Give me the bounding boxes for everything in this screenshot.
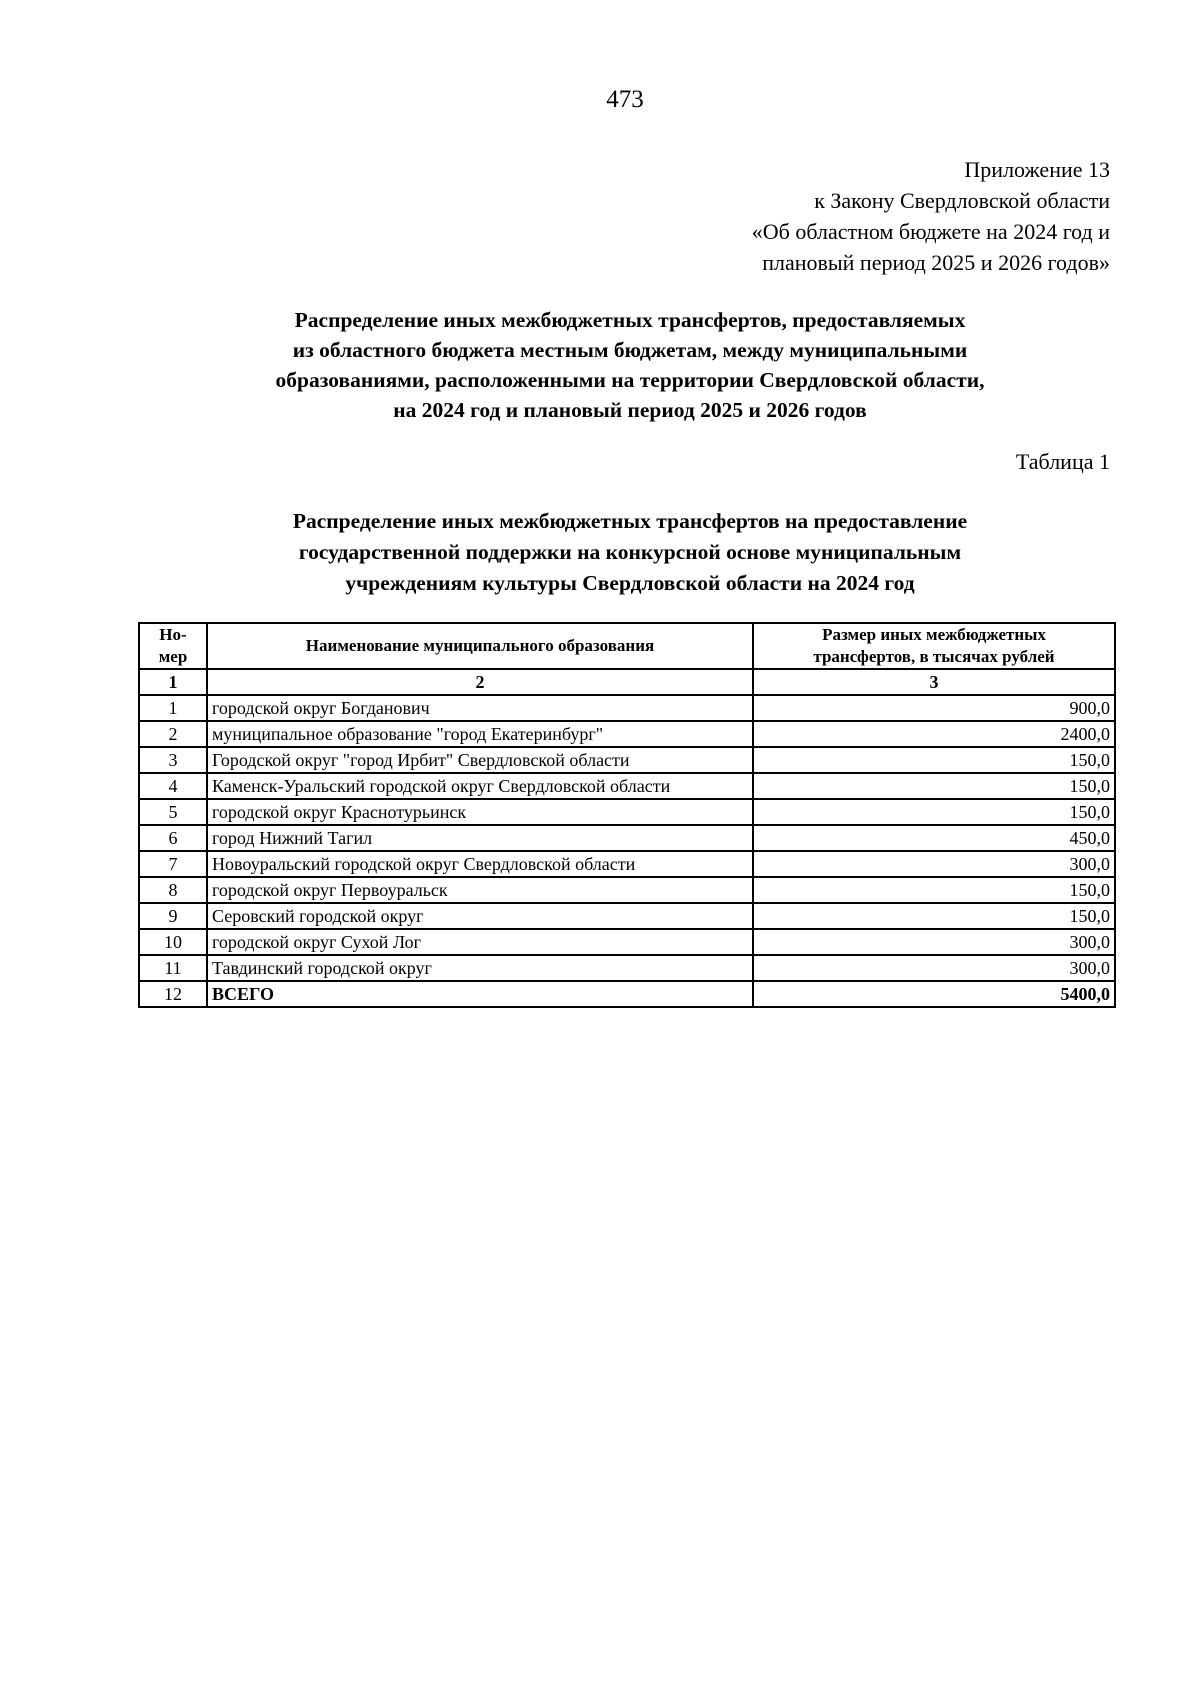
row-number: 5 (139, 799, 207, 825)
row-amount: 150,0 (753, 747, 1115, 773)
row-amount: 450,0 (753, 825, 1115, 851)
transfers-table (138, 622, 1116, 1008)
header-number (139, 623, 207, 669)
main-title-line: образованиями, расположенными на территории Свердловской области, (275, 368, 985, 392)
table-row (139, 825, 1115, 851)
table-row (139, 773, 1115, 799)
row-name: городской округ Первоуральск (207, 877, 753, 903)
row-name: Серовский городской округ (207, 903, 753, 929)
row-amount: 300,0 (753, 929, 1115, 955)
row-amount: 300,0 (753, 851, 1115, 877)
row-name: Городской округ "город Ирбит" Свердловской области (207, 747, 753, 773)
appendix-line: Приложение 13 (964, 157, 1110, 182)
header-name: Наименование муниципального образования (207, 623, 753, 669)
header-amount-line2: трансфертов, в тысячах рублей (813, 647, 1055, 666)
row-amount: 900,0 (753, 695, 1115, 721)
table-row (139, 903, 1115, 929)
page-number: 473 (606, 86, 644, 113)
total-amount: 5400,0 (753, 981, 1115, 1007)
table-row (139, 851, 1115, 877)
table-total-row (139, 981, 1115, 1007)
appendix-line: плановый период 2025 и 2026 годов» (762, 250, 1110, 275)
table-label: Таблица 1 (1015, 449, 1110, 474)
row-amount: 150,0 (753, 903, 1115, 929)
row-number: 6 (139, 825, 207, 851)
column-number: 3 (753, 669, 1115, 695)
appendix-line: к Закону Свердловской области (814, 188, 1110, 213)
header-number-line1: Но- (159, 625, 187, 644)
column-number: 1 (139, 669, 207, 695)
row-amount: 150,0 (753, 799, 1115, 825)
row-name: Тавдинский городской округ (207, 955, 753, 981)
header-amount-line1: Размер иных межбюджетных (822, 625, 1046, 644)
table-title-line: государственной поддержки на конкурсной основе муниципальным (298, 540, 962, 564)
table-row (139, 799, 1115, 825)
appendix-line: «Об областном бюджете на 2024 год и (751, 219, 1110, 244)
table-header-row (139, 623, 1115, 669)
row-number: 1 (139, 695, 207, 721)
main-title (130, 305, 1130, 425)
row-number: 11 (139, 955, 207, 981)
header-amount (753, 623, 1115, 669)
row-amount: 150,0 (753, 877, 1115, 903)
row-name: город Нижний Тагил (207, 825, 753, 851)
table-row (139, 721, 1115, 747)
row-name: Новоуральский городской округ Свердловской области (207, 851, 753, 877)
row-number: 8 (139, 877, 207, 903)
row-amount: 150,0 (753, 773, 1115, 799)
row-name: городской округ Краснотурьинск (207, 799, 753, 825)
table-body (139, 695, 1115, 1007)
row-amount: 300,0 (753, 955, 1115, 981)
row-amount: 2400,0 (753, 721, 1115, 747)
row-number: 9 (139, 903, 207, 929)
main-title-line: Распределение иных межбюджетных трансфертов, предоставляемых (294, 308, 966, 332)
table-row (139, 695, 1115, 721)
total-number: 12 (139, 981, 207, 1007)
header-number-line2: мер (158, 647, 188, 666)
row-number: 2 (139, 721, 207, 747)
row-name: Каменск-Уральский городской округ Свердловской области (207, 773, 753, 799)
row-name: городской округ Сухой Лог (207, 929, 753, 955)
table-title-line: Распределение иных межбюджетных трансфертов на предоставление (292, 509, 968, 533)
row-name: муниципальное образование "город Екатеринбург" (207, 721, 753, 747)
table-title-line: учреждениям культуры Свердловской области на 2024 год (345, 571, 915, 595)
row-number: 7 (139, 851, 207, 877)
table-row (139, 747, 1115, 773)
total-label: ВСЕГО (207, 981, 753, 1007)
table-row (139, 929, 1115, 955)
table-row (139, 877, 1115, 903)
column-number: 2 (207, 669, 753, 695)
appendix-reference (752, 154, 1110, 278)
row-number: 3 (139, 747, 207, 773)
table-row (139, 955, 1115, 981)
table-title (130, 506, 1130, 599)
main-title-line: на 2024 год и плановый период 2025 и 2026 годов (393, 398, 867, 422)
row-number: 10 (139, 929, 207, 955)
row-name: городской округ Богданович (207, 695, 753, 721)
row-number: 4 (139, 773, 207, 799)
column-numbers-row (139, 669, 1115, 695)
main-title-line: из областного бюджета местным бюджетам, между муниципальными (292, 338, 968, 362)
